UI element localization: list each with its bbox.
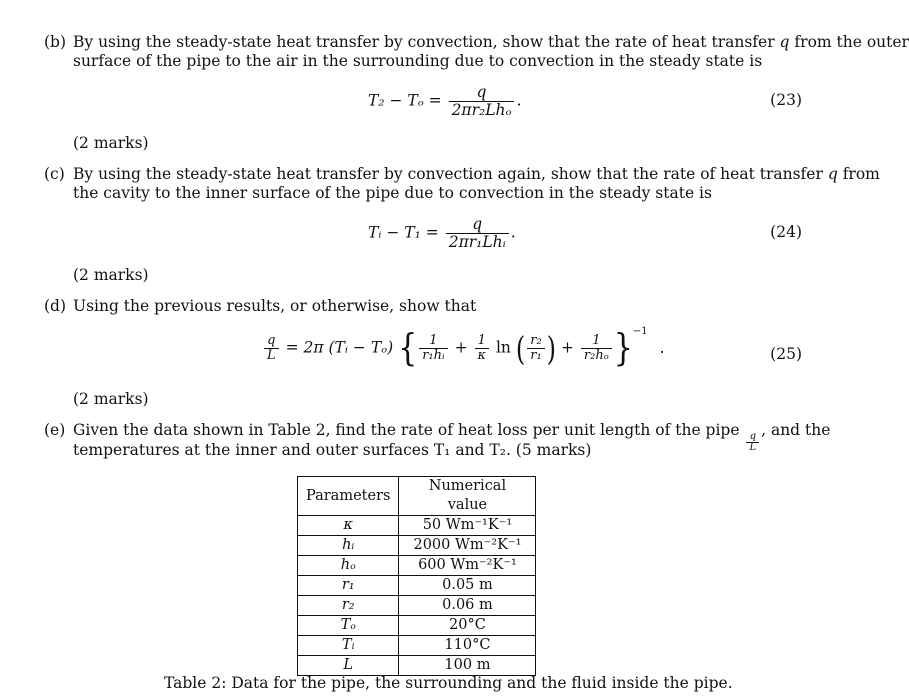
part-e-text-line2: temperatures at the inner and outer surfaces T₁ and T₂. (5 marks) bbox=[73, 441, 592, 459]
table-row bbox=[298, 596, 536, 616]
table-row bbox=[298, 636, 536, 656]
table-cell-parameter: Tᵢ bbox=[298, 636, 399, 656]
table-cell-value: 2000 Wm⁻²K⁻¹ bbox=[399, 536, 536, 556]
table-header-row bbox=[298, 477, 536, 516]
part-c-label: (c) bbox=[44, 165, 65, 183]
table-cell-value: 20°C bbox=[399, 616, 536, 636]
equation-number-24: (24) bbox=[770, 223, 802, 241]
part-b-marks: (2 marks) bbox=[73, 134, 149, 152]
table-header-parameters: Parameters bbox=[298, 477, 399, 516]
table-row bbox=[298, 576, 536, 596]
table-cell-parameter: hₒ bbox=[298, 556, 399, 576]
table-cell-value: 0.05 m bbox=[399, 576, 536, 596]
part-c-text-line1: By using the steady-state heat transfer by convection again, show that the rate of heat transfer q from bbox=[73, 165, 880, 183]
table-cell-value: 0.06 m bbox=[399, 596, 536, 616]
equation-23: T₂ − Tₒ = $\frac{q}{\text{2πr₂Lhₒ}}$ . bbox=[368, 83, 522, 119]
table-row bbox=[298, 516, 536, 536]
table-cell-parameter: r₁ bbox=[298, 576, 399, 596]
table-caption: Table 2: Data for the pipe, the surrounding and the fluid inside the pipe. bbox=[164, 674, 733, 692]
part-d-marks: (2 marks) bbox=[73, 390, 149, 408]
table-cell-parameter: L bbox=[298, 656, 399, 676]
table-cell-value: 100 m bbox=[399, 656, 536, 676]
data-table bbox=[297, 476, 536, 676]
part-d-text: Using the previous results, or otherwise, show that bbox=[73, 297, 477, 315]
table-row bbox=[298, 556, 536, 576]
table-cell-parameter: r₂ bbox=[298, 596, 399, 616]
table-cell-value: 50 Wm⁻¹K⁻¹ bbox=[399, 516, 536, 536]
table-cell-value: 600 Wm⁻²K⁻¹ bbox=[399, 556, 536, 576]
part-e-label: (e) bbox=[44, 421, 66, 439]
equation-number-23: (23) bbox=[770, 91, 802, 109]
part-b-label: (b) bbox=[44, 33, 67, 51]
table-row bbox=[298, 616, 536, 636]
part-d-label: (d) bbox=[44, 297, 67, 315]
equation-25: $\frac{q}{L}$ = 2π (Tᵢ − Tₒ) { $\frac{1}{\text{r₁hᵢ}}$ + $\frac{1}{\kappa}$ ln ( $\frac{\text{r₂}}{\text{r₁}}$ ) + $\frac{1}{\text{r₂hₒ}}$ }$^{-1}$. bbox=[262, 334, 665, 363]
table-cell-parameter: κ bbox=[298, 516, 399, 536]
equation-24: Tᵢ − T₁ = $\frac{q}{\text{2πr₁Lhᵢ}}$ . bbox=[368, 215, 516, 251]
table-cell-parameter: hᵢ bbox=[298, 536, 399, 556]
equation-number-25: (25) bbox=[770, 345, 802, 363]
part-c-marks: (2 marks) bbox=[73, 266, 149, 284]
part-b-text-line1: By using the steady-state heat transfer by convection, show that the rate of heat transfer q from the outer bbox=[73, 33, 909, 51]
part-c-text-line2: the cavity to the inner surface of the pipe due to convection in the steady state is bbox=[73, 184, 712, 202]
table-row bbox=[298, 656, 536, 676]
part-e-text-line1: Given the data shown in Table 2, find the rate of heat loss per unit length of the pipe $\frac{q}{L}$ , and the bbox=[73, 421, 831, 453]
table-cell-parameter: Tₒ bbox=[298, 616, 399, 636]
part-b-text-line2: surface of the pipe to the air in the surrounding due to convection in the steady state is bbox=[73, 52, 763, 70]
table-row bbox=[298, 536, 536, 556]
table-cell-value: 110°C bbox=[399, 636, 536, 656]
table-header-value: Numerical value bbox=[399, 477, 536, 516]
